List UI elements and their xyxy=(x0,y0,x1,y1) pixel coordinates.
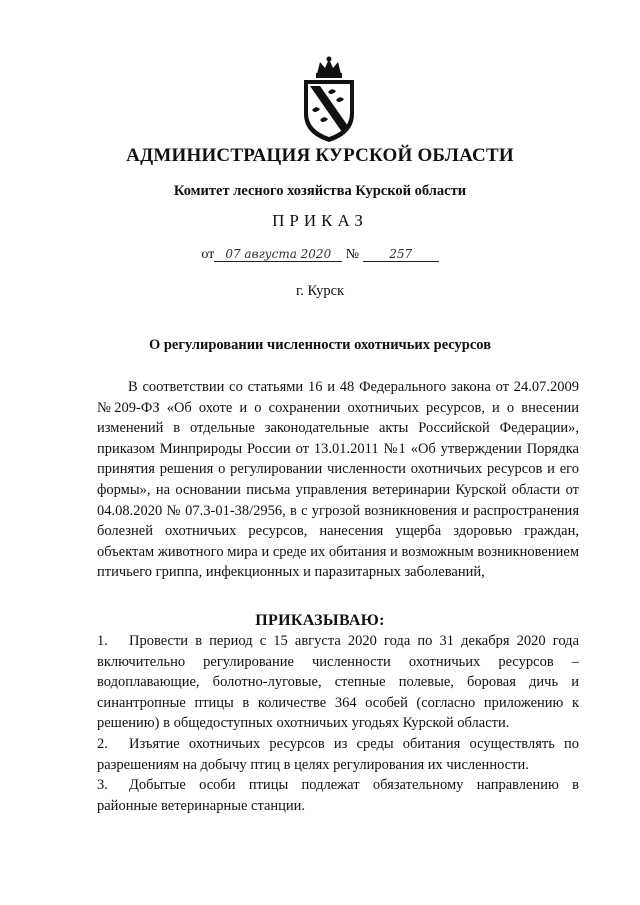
date-prefix: от xyxy=(201,247,215,262)
decree-heading: ПРИКАЗЫВАЮ: xyxy=(255,612,385,629)
number-prefix: № xyxy=(345,247,360,262)
item-number: 3. xyxy=(97,777,108,793)
item-number: 1. xyxy=(97,633,108,649)
item-text: Провести в период с 15 августа 2020 года по 31 декабря 2020 года включительно регулирование численности охотничьих ресурсов – водоплавающие, болотно-луговые, степные полевые, боровая дичь и синантропные птицы в количестве 364 особей (согласно приложению к решению) в общедоступных охотничьих угодьях Курской области. xyxy=(97,633,579,732)
organization-title: АДМИНИСТРАЦИЯ КУРСКОЙ ОБЛАСТИ xyxy=(126,145,514,166)
list-item xyxy=(97,734,579,775)
item-text: Добытые особи птицы подлежат обязательному направлению в районные ветеринарные станции. xyxy=(97,777,579,814)
list-item xyxy=(97,631,579,734)
document-subject: О регулировании численности охотничьих ресурсов xyxy=(148,337,492,353)
committee-name: Комитет лесного хозяйства Курской области xyxy=(173,183,467,199)
date-number-line xyxy=(0,247,640,263)
handwritten-date: 07 августа 2020 xyxy=(214,247,342,262)
item-number: 2. xyxy=(97,736,108,752)
handwritten-number: 257 xyxy=(363,247,439,262)
city: г. Курск xyxy=(295,283,345,299)
coat-of-arms-icon xyxy=(298,56,360,144)
preamble-paragraph: В соответствии со статьями 16 и 48 Федерального закона от 24.07.2009 №209-ФЗ «Об охоте и о сохранении охотничьих ресурсов, и о внесении изменений в отдельные законодательные акты Российской Федерации», приказом Минприроды России от 13.01.2011 №1 «Об утверждении Порядка принятия решения о регулировании численности охотничьих ресурсов и его формы», на основании письма управления ветеринарии Курской области от 04.08.2020 № 07.3-01-38/2956, в с угрозой возникновения и распространения болезней охотничьих ресурсов, нанесения ущерба здоровью граждан, объектам животного мира и среде их обитания и возможным возникновением птичьего гриппа, инфекционных и паразитарных заболеваний, xyxy=(97,379,579,581)
document-type: ПРИКАЗ xyxy=(272,211,368,230)
item-text: Изъятие охотничьих ресурсов из среды обитания осуществлять по разрешениям на добычу птиц в целях регулирования их численности. xyxy=(97,736,579,773)
list-item xyxy=(97,775,579,816)
